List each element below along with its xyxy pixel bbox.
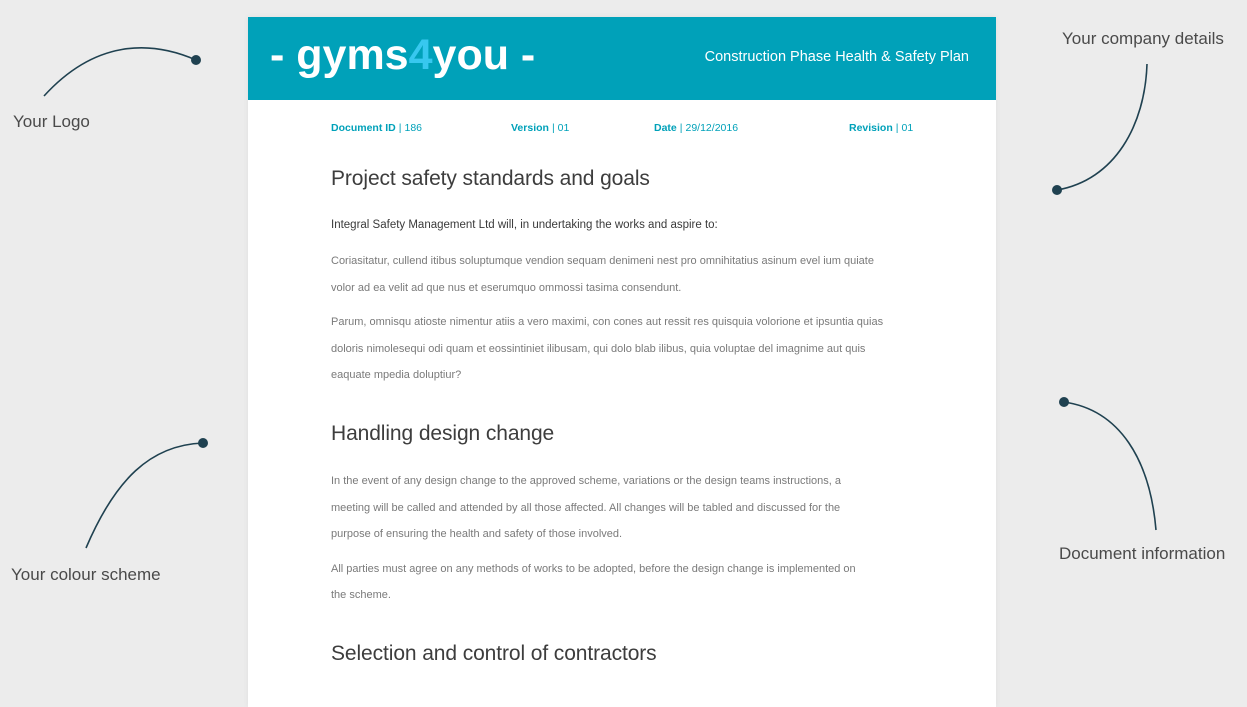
logo-suffix: you - <box>432 31 536 79</box>
annotation-company-details: Your company details <box>1062 29 1224 48</box>
text-line: Parum, omnisqu atioste nimentur atiis a vero maximi, con cones aut ressit res quisquia volorione et ipsuntia quias <box>331 316 884 329</box>
meta-separator: | <box>895 122 899 134</box>
connector-dot <box>191 55 201 65</box>
text-line: meeting will be called and attended by all those affected. All changes will be tabled and discussed for the <box>331 501 841 514</box>
logo-prefix: - gyms <box>270 31 409 79</box>
meta-label: Date <box>654 122 677 134</box>
connector-dot <box>1059 397 1069 407</box>
meta-value: 01 <box>557 122 570 134</box>
text-line: volor ad ea velit ad que nus et eserumquo ommossi tasima consendunt. <box>331 281 682 294</box>
meta-label: Document ID <box>331 122 396 134</box>
section-lead: Integral Safety Management Ltd will, in undertaking the works and aspire to: <box>331 219 718 231</box>
meta-value: 186 <box>404 122 423 134</box>
section-heading: Selection and control of contractors <box>331 641 657 665</box>
meta-value: 01 <box>901 122 914 134</box>
plan-title: Construction Phase Health & Safety Plan <box>704 49 969 65</box>
text-line: doloris nimolesequi odi quam et eossintiniet ilibusam, qui dolo blab ilibus, quia voluptae del imagnime aut quis <box>331 342 866 355</box>
connector-document <box>1064 402 1156 530</box>
connector-colour <box>86 443 203 548</box>
section-heading: Project safety standards and goals <box>331 167 650 190</box>
section-heading: Handling design change <box>331 421 555 445</box>
connector-logo <box>44 48 196 96</box>
annotation-document-information: Document information <box>1059 544 1226 563</box>
meta-separator: | <box>679 122 683 134</box>
text-line: the scheme. <box>331 589 391 602</box>
annotation-colour-scheme: Your colour scheme <box>11 565 161 584</box>
connector-company <box>1057 64 1147 190</box>
text-line: purpose of ensuring the health and safety of those involved. <box>331 528 623 541</box>
meta-label: Revision <box>849 122 893 134</box>
meta-label: Version <box>511 122 549 134</box>
annotation-logo: Your Logo <box>13 112 90 131</box>
text-line: In the event of any design change to the approved scheme, variations or the design teams instructions, a <box>331 474 841 487</box>
meta-separator: | <box>398 122 402 134</box>
meta-value: 29/12/2016 <box>685 122 739 134</box>
logo-highlight: 4 <box>408 31 433 79</box>
text-line: eaquate mpedia doluptiur? <box>331 369 462 382</box>
connector-dot <box>1052 185 1062 195</box>
meta-separator: | <box>551 122 555 134</box>
text-line: Coriasitatur, cullend itibus soluptumque vendion sequam denimeni nest pro omnihitatius asinum evel ium quiate <box>331 255 874 267</box>
connector-dot <box>198 438 208 448</box>
text-line: All parties must agree on any methods of works to be adopted, before the design change is implemented on <box>331 562 856 575</box>
